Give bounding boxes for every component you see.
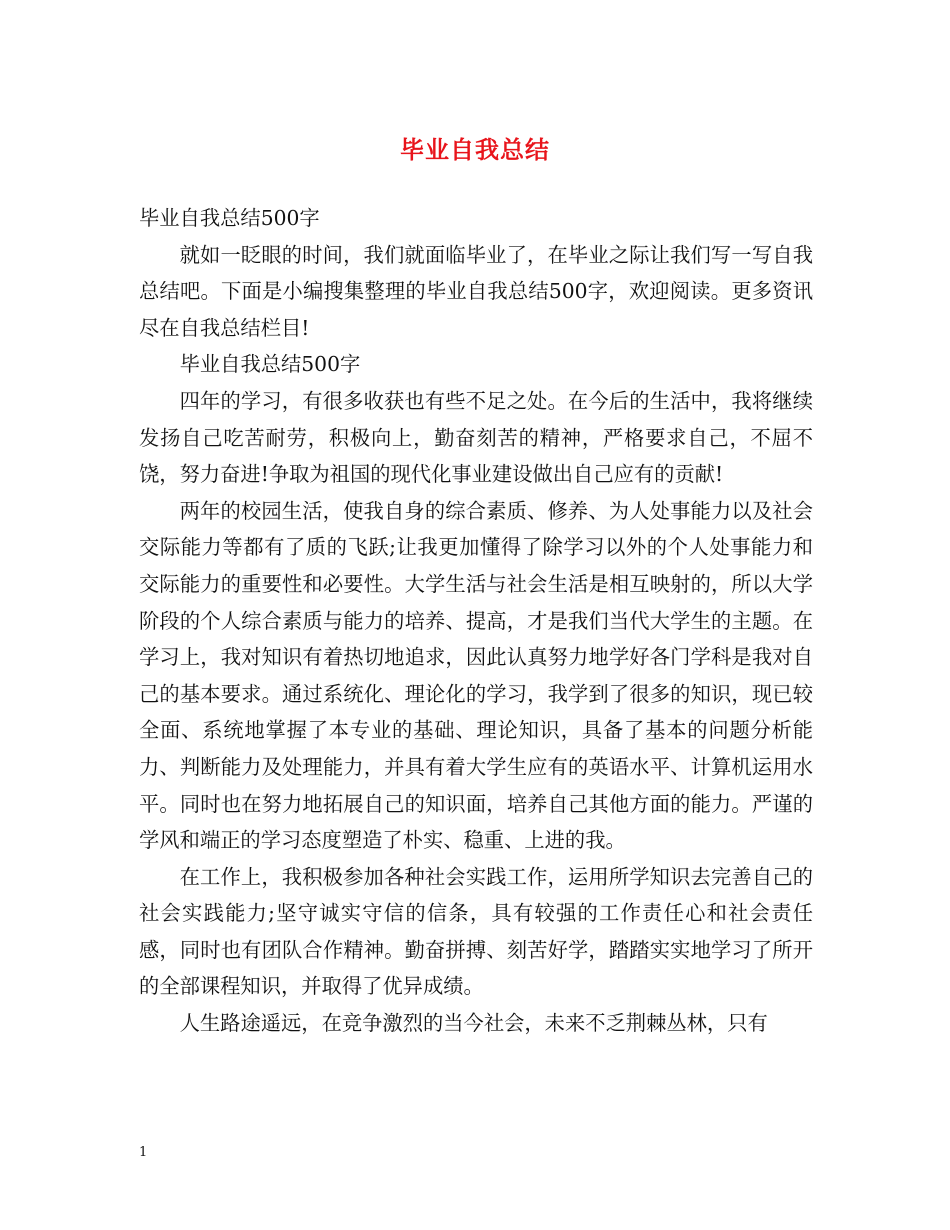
paragraph-intro: 就如一眨眼的时间，我们就面临毕业了，在毕业之际让我们写一写自我总结吧。下面是小编搜集整理的毕业自我总结500字，欢迎阅读。更多资讯尽在自我总结栏目! (139, 242, 813, 340)
paragraph-life-road: 人生路途遥远，在竞争激烈的当今社会，未来不乏荆棘丛林，只有 (179, 1011, 768, 1036)
document-title: 毕业自我总结 (400, 135, 550, 164)
document-body (139, 200, 813, 1042)
paragraph-four-years: 四年的学习，有很多收获也有些不足之处。在今后的生活中，我将继续发扬自己吃苦耐劳，积极向上，勤奋刻苦的精神，严格要求自己，不屈不饶，努力奋进!争取为祖国的现代化事业建设做出自己应有的贡献! (139, 388, 813, 487)
paragraph-section-heading: 毕业自我总结500字 (179, 352, 361, 377)
paragraph-work: 在工作上，我积极参加各种社会实践工作，运用所学知识去完善自己的社会实践能力;坚守诚实守信的信条，具有较强的工作责任心和社会责任感，同时也有团队合作精神。勤奋拼搏、刻苦好学，踏踏实实地学习了所开的全部课程知识，并取得了优异成绩。 (139, 864, 813, 999)
paragraph-campus-life: 两年的校园生活，使我自身的综合素质、修养、为人处事能力以及社会交际能力等都有了质的飞跃;让我更加懂得了除学习以外的个人处事能力和交际能力的重要性和必要性。大学生活与社会生活是相互映射的，所以大学阶段的个人综合素质与能力的培养、提高，才是我们当代大学生的主题。在学习上，我对知识有着热切地追求，因此认真努力地学好各门学科是我对自己的基本要求。通过系统化、理论化的学习，我学到了很多的知识，现已较全面、系统地掌握了本专业的基础、理论知识，具备了基本的问题分析能力、判断能力及处理能力，并具有着大学生应有的英语水平、计算机运用水平。同时也在努力地拓展自己的知识面，培养自己其他方面的能力。严谨的学风和端正的学习态度塑造了朴实、稳重、上进的我。 (139, 498, 813, 853)
page-number: 1 (139, 1145, 148, 1160)
paragraph-subtitle: 毕业自我总结500字 (139, 206, 320, 230)
